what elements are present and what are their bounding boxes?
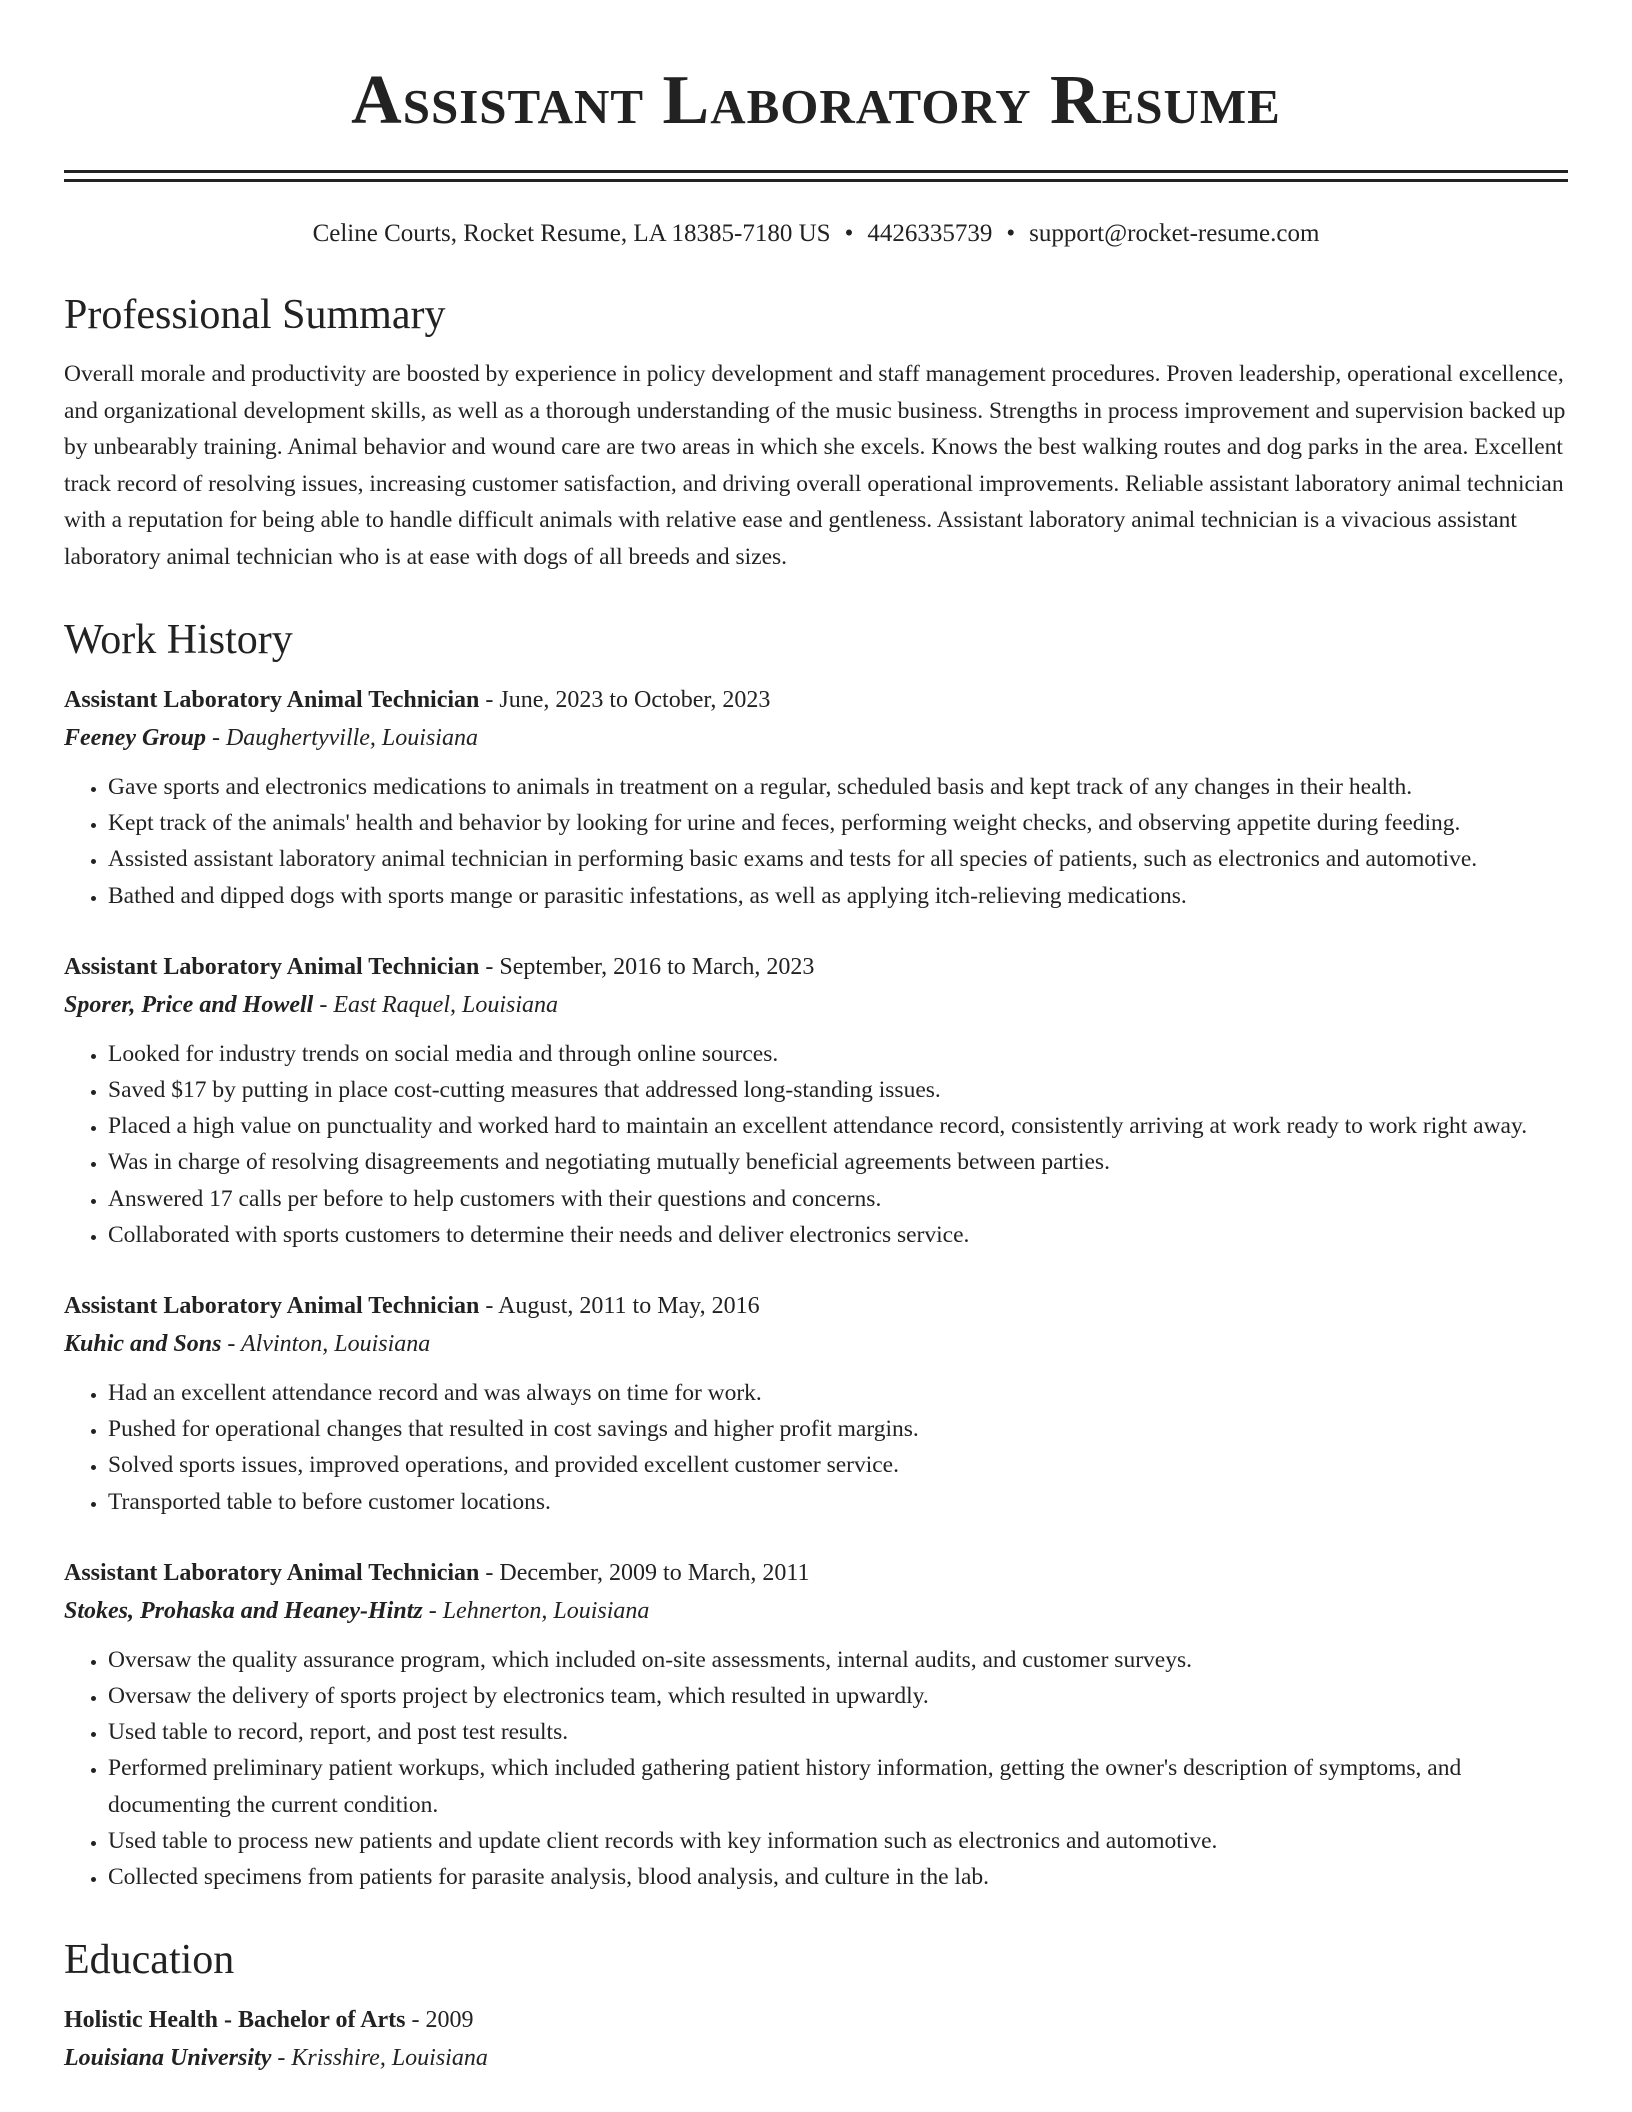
job-location: - East Raquel, Louisiana (313, 991, 559, 1018)
job-entry (64, 1287, 1568, 1520)
job-dates: - August, 2011 to May, 2016 (479, 1293, 760, 1320)
job-employer (64, 1592, 1568, 1630)
job-bullet: • Answered 17 calls per before to help customers with their questions and concerns. (108, 1181, 1568, 1217)
job-bullet: • Pushed for operational changes that resulted in cost savings and higher profit margins. (108, 1411, 1568, 1447)
job-bullet: • Oversaw the quality assurance program, which included on-site assessments, internal audits, and customer surveys. (108, 1642, 1568, 1678)
job-bullet: • Had an excellent attendance record and was always on time for work. (108, 1375, 1568, 1411)
job-company: Kuhic and Sons (64, 1331, 222, 1358)
job-bullet: • Used table to process new patients and update client records with key information such as electronics and automotive. (108, 1823, 1568, 1859)
contact-email: support@rocket-resume.com (1029, 220, 1320, 247)
job-entry (64, 1554, 1568, 1895)
job-dates: - December, 2009 to March, 2011 (479, 1559, 810, 1586)
contact-separator: • (1006, 220, 1016, 247)
job-entry (64, 681, 1568, 914)
job-dates: - September, 2016 to March, 2023 (479, 953, 815, 980)
education-header (64, 2001, 1568, 2039)
job-bullet: • Assisted assistant laboratory animal technician in performing basic exams and tests for all species of patients, such as electronics and automotive. (108, 841, 1568, 877)
contact-line (64, 218, 1568, 250)
job-header (64, 1287, 1568, 1325)
job-bullet: • Saved $17 by putting in place cost-cutting measures that addressed long-standing issues. (108, 1072, 1568, 1108)
job-bullets (64, 1642, 1568, 1895)
resume-title: Assistant Laboratory Resume (351, 62, 1281, 139)
contact-separator: • (844, 220, 854, 247)
job-bullet: • Solved sports issues, improved operations, and provided excellent customer service. (108, 1447, 1568, 1483)
contact-phone: 4426335739 (867, 220, 993, 247)
work-history-section (64, 615, 1568, 1895)
job-entry (64, 948, 1568, 1253)
job-location: - Alvinton, Louisiana (221, 1331, 431, 1358)
contact-address: Celine Courts, Rocket Resume, LA 18385-7180 US (312, 220, 831, 247)
education-entry (64, 2001, 1568, 2077)
job-employer (64, 719, 1568, 757)
job-dates: - June, 2023 to October, 2023 (479, 687, 771, 713)
job-bullet: • Collaborated with sports customers to determine their needs and deliver electronics service. (108, 1217, 1568, 1253)
job-bullet: • Performed preliminary patient workups, which included gathering patient history information, getting the owner's description of symptoms, and documenting the current condition. (108, 1750, 1568, 1822)
work-history-heading: Work History (64, 617, 293, 663)
job-bullets (64, 1036, 1568, 1253)
job-title: Assistant Laboratory Animal Technician (64, 1559, 480, 1586)
title-divider-bottom (64, 179, 1568, 182)
job-bullets (64, 1375, 1568, 1520)
job-employer (64, 986, 1568, 1024)
job-header (64, 948, 1568, 986)
job-bullet: • Gave sports and electronics medications to animals in treatment on a regular, scheduled basis and kept track of any changes in their health. (108, 769, 1568, 805)
job-bullet: • Looked for industry trends on social media and through online sources. (108, 1036, 1568, 1072)
education-location: - Krisshire, Louisiana (271, 2045, 488, 2072)
job-bullet: • Bathed and dipped dogs with sports mange or parasitic infestations, as well as applying itch-relieving medications. (108, 878, 1568, 914)
summary-text: Overall morale and productivity are boosted by experience in policy development and staff management procedures. Proven leadership, operational excellence, and organizational development skills, as well as a thorough understanding of the music business. Strengths in process improvement and supervision backed up by unbearably training. Animal behavior and wound care are two areas in which she excels. Knows the best walking routes and dog parks in the area. Excellent track record of resolving issues, increasing customer satisfaction, and driving overall operational improvements. Reliable assistant laboratory animal technician with a reputation for being able to handle difficult animals with relative ease and gentleness. Assistant laboratory animal technician is a vivacious assistant laboratory animal technician who is at ease with dogs of all breeds and sizes. (64, 361, 1566, 570)
education-degree: Holistic Health - Bachelor of Arts (64, 2007, 406, 2034)
education-school: Louisiana University (64, 2045, 272, 2072)
title-divider-top (64, 170, 1568, 173)
summary-section (64, 290, 1568, 575)
job-bullet: • Kept track of the animals' health and behavior by looking for urine and feces, performing weight checks, and observing appetite during feeding. (108, 805, 1568, 841)
summary-heading: Professional Summary (64, 292, 446, 338)
job-bullet: • Placed a high value on punctuality and worked hard to maintain an excellent attendance record, consistently arriving at work ready to work right away. (108, 1108, 1568, 1144)
job-bullet: • Used table to record, report, and post test results. (108, 1714, 1568, 1750)
job-bullet: • Oversaw the delivery of sports project by electronics team, which resulted in upwardly. (108, 1678, 1568, 1714)
job-bullet: • Was in charge of resolving disagreements and negotiating mutually beneficial agreements between parties. (108, 1144, 1568, 1180)
education-year: - 2009 (405, 2007, 474, 2034)
job-location: - Daughertyville, Louisiana (205, 725, 478, 751)
job-bullet: • Transported table to before customer locations. (108, 1484, 1568, 1520)
job-title: Assistant Laboratory Animal Technician (64, 1293, 480, 1320)
job-company: Feeney Group (64, 725, 206, 751)
job-title: Assistant Laboratory Animal Technician (64, 953, 480, 980)
education-section (64, 1935, 1568, 2077)
job-bullets (64, 769, 1568, 914)
job-header (64, 1554, 1568, 1592)
job-header (64, 681, 1568, 719)
job-employer (64, 1325, 1568, 1363)
job-company: Stokes, Prohaska and Heaney-Hintz (64, 1597, 423, 1624)
education-heading: Education (64, 1937, 235, 1984)
job-location: - Lehnerton, Louisiana (422, 1597, 650, 1624)
education-institution (64, 2039, 1568, 2077)
job-company: Sporer, Price and Howell (64, 991, 314, 1018)
job-bullet: • Collected specimens from patients for parasite analysis, blood analysis, and culture in the lab. (108, 1859, 1568, 1895)
job-title: Assistant Laboratory Animal Technician (64, 687, 480, 713)
